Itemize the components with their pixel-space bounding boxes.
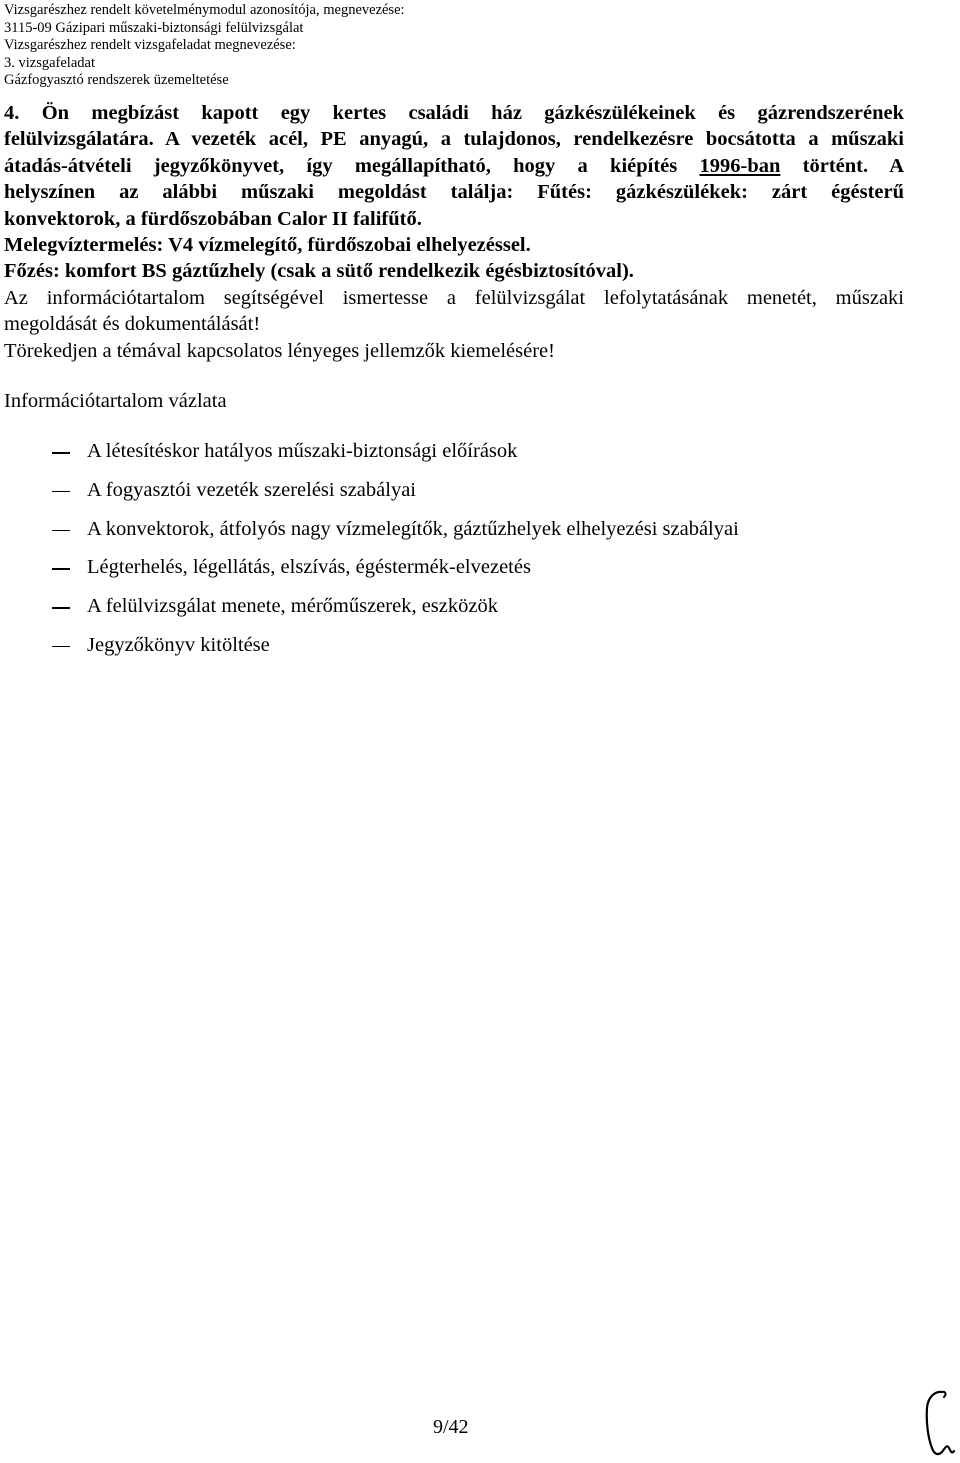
header-line-module-name: 3115-09 Gázipari műszaki-biztonsági felülvizsgálat bbox=[4, 19, 304, 36]
dash-bullet-icon bbox=[52, 491, 70, 493]
task-line: felülvizsgálatára. A vezeték acél, PE anyagú, a tulajdonos, rendelkezésre bocsátotta a műszaki bbox=[4, 128, 904, 151]
list-item-text: Légterhelés, légellátás, elszívás, égéstermék-elvezetés bbox=[87, 556, 531, 579]
task-line-with-year bbox=[4, 153, 904, 179]
task-description bbox=[4, 100, 904, 364]
page-number: 9/42 bbox=[433, 1416, 469, 1438]
signature-mark-icon bbox=[918, 1388, 956, 1458]
header-line-task-name: Gázfogyasztó rendszerek üzemeltetése bbox=[4, 72, 229, 89]
dash-bullet-icon bbox=[52, 452, 70, 454]
list-item-text: A felülvizsgálat menete, mérőműszerek, eszközök bbox=[87, 595, 498, 618]
task-line-hot-water: Melegvíztermelés: V4 vízmelegítő, fürdőszobai elhelyezéssel. bbox=[4, 234, 531, 257]
task-line: konvektorok, a fürdőszobában Calor II falifűtő. bbox=[4, 207, 422, 230]
task-line-part: átadás-átvételi jegyzőkönyvet, így megállapítható, hogy a kiépítés bbox=[4, 154, 678, 177]
task-statement bbox=[4, 100, 904, 285]
dash-bullet-icon bbox=[52, 568, 70, 570]
year-highlight: 1996-ban bbox=[699, 154, 781, 177]
dash-bullet-icon bbox=[52, 607, 70, 609]
header-line-module-label: Vizsgarészhez rendelt követelménymodul azonosítója, megnevezése: bbox=[4, 2, 405, 18]
task-line: 4. Ön megbízást kapott egy kertes családi ház gázkészülékeinek és gázrendszerének bbox=[4, 102, 904, 124]
dash-bullet-icon bbox=[52, 646, 70, 648]
dash-bullet-icon bbox=[52, 530, 70, 532]
header-line-task-number: 3. vizsgafeladat bbox=[4, 54, 95, 71]
instruction-line: Az információtartalom segítségével ismertesse a felülvizsgálat lefolytatásának menetét, műszaki bbox=[4, 286, 904, 309]
instruction-line: megoldását és dokumentálását! bbox=[4, 313, 261, 336]
document-header bbox=[4, 2, 405, 90]
list-item-text: A konvektorok, átfolyós nagy vízmelegítők, gáztűzhelyek elhelyezési szabályai bbox=[87, 517, 739, 540]
list-item-text: Jegyzőkönyv kitöltése bbox=[87, 633, 270, 656]
header-line-task-label: Vizsgarészhez rendelt vizsgafeladat megnevezése: bbox=[4, 37, 296, 54]
task-instructions bbox=[4, 285, 904, 364]
list-item-text: A létesítéskor hatályos műszaki-biztonsági előírások bbox=[87, 440, 518, 462]
instruction-line: Törekedjen a témával kapcsolatos lényeges jellemzők kiemelésére! bbox=[4, 339, 555, 362]
task-line-cooking: Főzés: komfort BS gáztűzhely (csak a sütő rendelkezik égésbiztosítóval). bbox=[4, 260, 634, 283]
outline-title: Információtartalom vázlata bbox=[4, 390, 227, 412]
task-line: helyszínen az alábbi műszaki megoldást találja: Fűtés: gázkészülékek: zárt égésterű bbox=[4, 181, 904, 204]
task-line-part: történt. A bbox=[802, 154, 905, 177]
list-item-text: A fogyasztói vezeték szerelési szabályai bbox=[87, 478, 416, 501]
